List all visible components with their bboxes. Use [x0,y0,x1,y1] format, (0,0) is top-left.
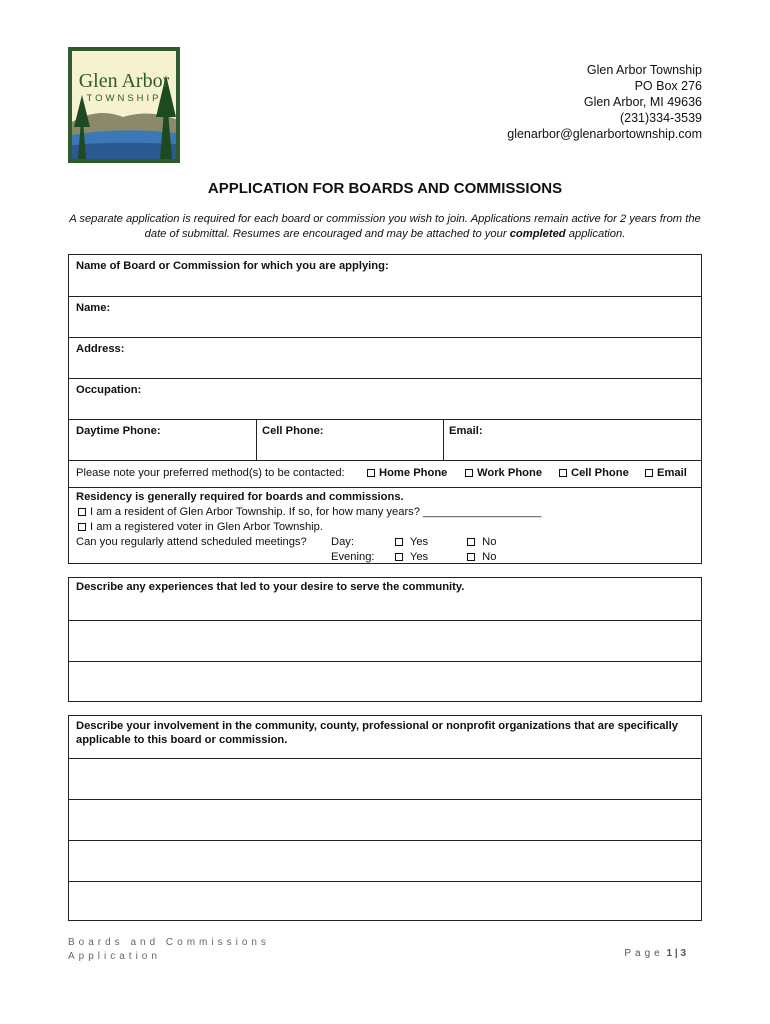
applicant-info-section [68,254,702,564]
address-line: Glen Arbor Township [586,63,702,77]
option-label: Yes [409,551,429,563]
page-total: 3 [680,948,686,959]
involvement-row[interactable] [69,716,701,758]
involvement-label: Describe your involvement in the community, county, professional or nonprofit organizations that are specifically applicable to this board or commission. [76,720,678,746]
experience-section [68,577,702,702]
evening-no-option[interactable] [467,551,496,563]
checkbox-icon[interactable] [467,538,475,546]
checkbox-icon[interactable] [645,469,653,477]
address-line: Glen Arbor, MI 49636 [583,95,702,109]
svg-text:TOWNSHIP: TOWNSHIP [86,93,162,104]
daytime-phone-label: Daytime Phone: [76,425,161,437]
email-label: Email: [449,425,483,437]
township-address [507,62,702,142]
option-label: Cell Phone [571,467,629,479]
board-row[interactable] [69,255,701,296]
residency-row [69,487,701,566]
page-title: APPLICATION FOR BOARDS AND COMMISSIONS [207,180,563,197]
work-phone-option[interactable] [465,467,542,479]
footer-line: Application [68,951,161,962]
day-no-option[interactable] [467,536,496,548]
checkbox-icon[interactable] [78,508,86,516]
residency-heading: Residency is generally required for boards and commissions. [76,491,404,503]
phone-row [69,419,701,461]
home-phone-option[interactable] [367,467,447,479]
experience-label: Describe any experiences that led to your desire to serve the community. [76,581,465,593]
checkbox-icon[interactable] [367,469,375,477]
intro-text [60,212,710,242]
option-label: Yes [409,536,429,548]
intro-emphasis: completed [509,228,566,240]
option-label: No [482,536,497,548]
page-separator: | [674,948,678,959]
board-label: Name of Board or Commission for which you are applying: [76,260,389,272]
page-number [624,948,686,959]
cell-phone-label: Cell Phone: [262,425,324,437]
footer-title [68,936,270,964]
involvement-line[interactable] [69,840,701,882]
footer-line: Boards and Commissions [68,937,270,948]
option-label: Home Phone [379,467,448,479]
option-label: No [482,551,497,563]
day-label: Day: [331,536,355,548]
evening-label: Evening: [331,551,375,563]
occupation-row[interactable] [69,378,701,420]
experience-line[interactable] [69,620,701,662]
address-label: Address: [76,343,125,355]
email-option[interactable] [645,467,687,479]
phone-number: (231)334-3539 [619,111,702,125]
page-current: 1 [666,948,673,959]
name-label: Name: [76,302,111,314]
experience-row[interactable] [69,578,701,620]
name-row[interactable] [69,296,701,338]
svg-text:Glen Arbor: Glen Arbor [78,70,170,92]
intro-part: application. [565,228,626,240]
address-line: PO Box 276 [634,79,702,93]
day-yes-option[interactable] [395,536,428,548]
divider [443,420,444,461]
option-label: Email [657,467,687,479]
township-logo [68,47,180,163]
checkbox-icon[interactable] [559,469,567,477]
resident-option[interactable] [78,506,541,518]
evening-yes-option[interactable] [395,551,428,563]
contact-note: Please note your preferred method(s) to be contacted: [76,467,345,479]
experience-line[interactable] [69,661,701,703]
involvement-line[interactable] [69,799,701,841]
checkbox-icon[interactable] [78,523,86,531]
voter-option[interactable] [78,521,323,533]
checkbox-icon[interactable] [395,538,403,546]
intro-part: A separate application is required for each board or commission you wish to join. Applications remain active for 2 years from the date of submittal. Resumes are encouraged and may be attached to your [69,213,701,240]
option-label: I am a resident of Glen Arbor Township. If so, for how many years? ___________________ [90,506,542,518]
divider [256,420,257,461]
involvement-section [68,715,702,921]
checkbox-icon[interactable] [467,553,475,561]
option-label: I am a registered voter in Glen Arbor Township. [90,521,323,533]
checkbox-icon[interactable] [465,469,473,477]
involvement-line[interactable] [69,758,701,800]
address-row[interactable] [69,337,701,379]
attend-question: Can you regularly attend scheduled meetings? [76,536,307,548]
cell-phone-option[interactable] [559,467,629,479]
checkbox-icon[interactable] [395,553,403,561]
contact-method-row [69,460,701,488]
option-label: Work Phone [477,467,543,479]
email-address: glenarbor@glenarbortownship.com [507,127,702,141]
page-label: Page [624,948,664,959]
involvement-line[interactable] [69,881,701,922]
occupation-label: Occupation: [76,384,142,396]
